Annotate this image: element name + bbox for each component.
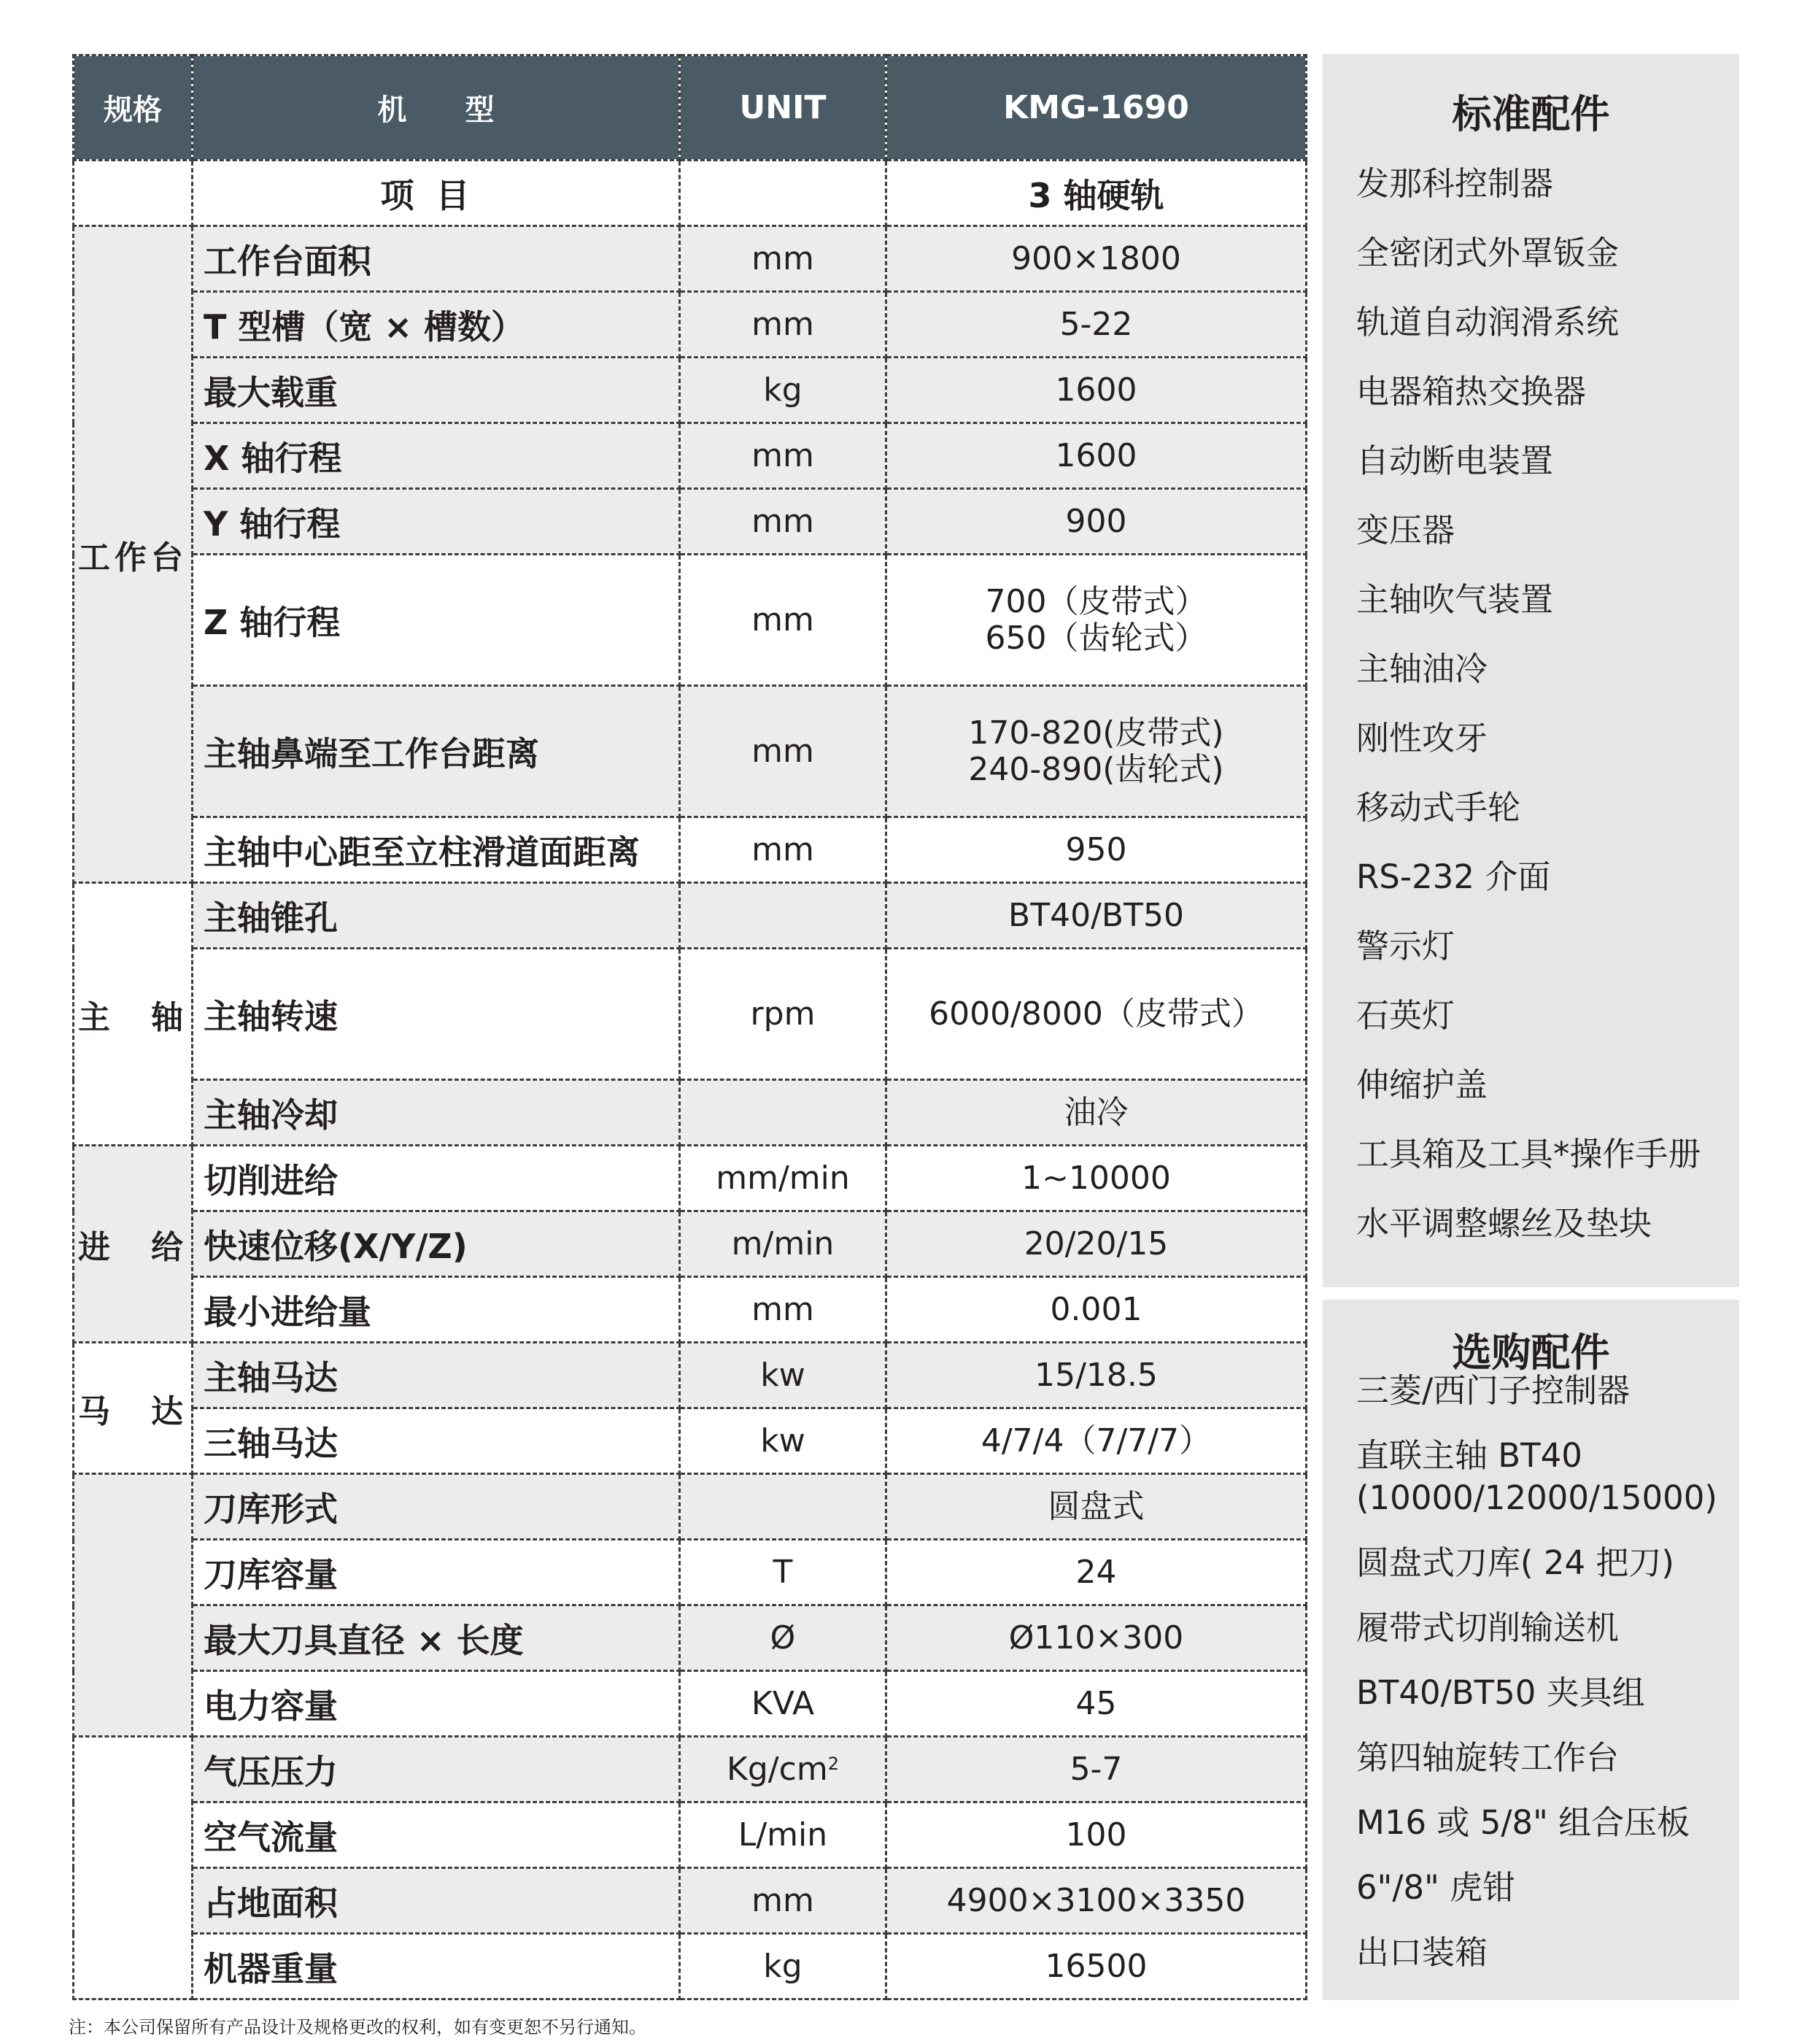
row-unit: T	[680, 1540, 886, 1605]
row-item: Y 轴行程	[193, 489, 680, 555]
table-row	[74, 1408, 1307, 1474]
table-row	[74, 1211, 1307, 1277]
list-item: 水平调整螺丝及垫块	[1356, 1203, 1652, 1243]
row-unit: kw	[680, 1408, 886, 1474]
list-item: 圆盘式刀库( 24 把刀)	[1356, 1543, 1674, 1582]
optional-accessories-panel	[1323, 1300, 1739, 2000]
optional-accessories-title: 选购配件	[1452, 1330, 1610, 1376]
row-unit: kg	[680, 1934, 886, 1999]
list-item: 变压器	[1356, 510, 1455, 549]
row-value: 0.001	[886, 1277, 1307, 1343]
row-item: 主轴冷却	[193, 1080, 680, 1146]
row-value: 6000/8000（皮带式）	[886, 949, 1307, 1080]
row-value: 4900×3100×3350	[886, 1868, 1307, 1934]
table-row	[74, 1277, 1307, 1343]
list-item: 第四轴旋转工作台	[1356, 1738, 1620, 1777]
row-unit: mm	[680, 1868, 886, 1934]
row-unit: mm	[680, 817, 886, 883]
list-item: RS-232 介面	[1356, 857, 1551, 896]
row-value: 950	[886, 817, 1307, 883]
row-unit	[680, 1080, 886, 1146]
table-row	[74, 489, 1307, 555]
row-item: 最大刀具直径 × 长度	[193, 1605, 680, 1671]
table-row	[74, 949, 1307, 1080]
row-value-line2: 650（齿轮式）	[985, 619, 1207, 657]
row-value: 5-22	[886, 292, 1307, 358]
group-blank-1	[74, 1474, 193, 1737]
list-item: (10000/12000/15000)	[1356, 1478, 1717, 1517]
table-row	[74, 1934, 1307, 1999]
list-item: 三菱/西门子控制器	[1356, 1371, 1631, 1410]
row-value	[886, 686, 1307, 817]
list-item: 轨道自动润滑系统	[1356, 302, 1620, 342]
table-row	[74, 1671, 1307, 1737]
row-unit: Ø	[680, 1605, 886, 1671]
table-subheader-row	[74, 161, 1307, 226]
row-unit: mm	[680, 423, 886, 489]
header-model: 机 型	[193, 55, 680, 161]
table-row	[74, 292, 1307, 358]
row-unit: mm/min	[680, 1146, 886, 1211]
row-item: 机器重量	[193, 1934, 680, 1999]
standard-accessories-title: 标准配件	[1452, 91, 1610, 137]
row-item: X 轴行程	[193, 423, 680, 489]
spec-table	[72, 54, 1307, 2000]
table-row	[74, 1802, 1307, 1868]
table-row	[74, 1343, 1307, 1408]
row-value: 1600	[886, 358, 1307, 423]
row-item: 主轴鼻端至工作台距离	[193, 686, 680, 817]
list-item: 履带式切削输送机	[1356, 1608, 1620, 1647]
row-item: 三轴马达	[193, 1408, 680, 1474]
row-value-line1: 170-820(皮带式)	[968, 714, 1224, 752]
row-unit: mm	[680, 686, 886, 817]
subheader-spacer	[74, 161, 193, 226]
standard-accessories-list	[1356, 149, 1739, 1258]
row-unit	[680, 1737, 886, 1802]
standard-accessories-panel	[1323, 54, 1739, 1287]
footnote: 注：本公司保留所有产品设计及规格更改的权利，如有变更恕不另行通知。	[69, 2017, 646, 2037]
row-value-line1: 700（皮带式）	[985, 582, 1207, 620]
row-unit: mm	[680, 292, 886, 358]
group-feed: 进 给	[74, 1146, 193, 1343]
row-value: 100	[886, 1802, 1307, 1868]
table-row	[74, 1146, 1307, 1211]
row-unit-text: Kg/cm	[727, 1751, 828, 1788]
subheader-item: 项目	[193, 161, 680, 226]
list-item: 直联主轴 BT40	[1356, 1436, 1582, 1475]
row-unit: kg	[680, 358, 886, 423]
subheader-unit	[680, 161, 886, 226]
list-item: 刚性攻牙	[1356, 718, 1488, 757]
list-item: 警示灯	[1356, 926, 1455, 965]
row-unit: rpm	[680, 949, 886, 1080]
group-worktable: 工作台	[74, 226, 193, 883]
subheader-value: 3 轴硬轨	[886, 161, 1307, 226]
row-value: 45	[886, 1671, 1307, 1737]
group-blank-2	[74, 1737, 193, 1999]
row-unit: mm	[680, 489, 886, 555]
list-item: 6"/8" 虎钳	[1356, 1868, 1516, 1907]
row-value: Ø110×300	[886, 1605, 1307, 1671]
list-item: 石英灯	[1356, 995, 1455, 1035]
row-unit-superscript: 2	[827, 1754, 839, 1774]
header-unit: UNIT	[680, 55, 886, 161]
table-row	[74, 555, 1307, 686]
table-row	[74, 1605, 1307, 1671]
group-spindle: 主 轴	[74, 883, 193, 1146]
row-item: 刀库容量	[193, 1540, 680, 1605]
row-value-line2: 240-890(齿轮式)	[968, 750, 1224, 788]
table-row	[74, 1080, 1307, 1146]
list-item: 主轴油冷	[1356, 649, 1488, 688]
list-item: 移动式手轮	[1356, 787, 1521, 827]
row-item: 刀库形式	[193, 1474, 680, 1540]
list-item: BT40/BT50 夹具组	[1356, 1673, 1645, 1712]
row-unit: m/min	[680, 1211, 886, 1277]
table-row	[74, 1868, 1307, 1934]
row-value: 油冷	[886, 1080, 1307, 1146]
row-value: 20/20/15	[886, 1211, 1307, 1277]
row-value: 15/18.5	[886, 1343, 1307, 1408]
row-unit: mm	[680, 226, 886, 292]
row-unit: mm	[680, 1277, 886, 1343]
header-product: KMG-1690	[886, 55, 1307, 161]
row-value: 4/7/4（7/7/7）	[886, 1408, 1307, 1474]
list-item: 伸缩护盖	[1356, 1065, 1488, 1104]
header-spec: 规格	[74, 55, 193, 161]
row-unit	[680, 883, 886, 949]
list-item: 电器箱热交换器	[1356, 371, 1587, 411]
row-unit: L/min	[680, 1802, 886, 1868]
row-item: 最小进给量	[193, 1277, 680, 1343]
table-row	[74, 1540, 1307, 1605]
row-value: 圆盘式	[886, 1474, 1307, 1540]
row-item: 气压压力	[193, 1737, 680, 1802]
row-item: T 型槽（宽 × 槽数）	[193, 292, 680, 358]
row-item: 占地面积	[193, 1868, 680, 1934]
table-row	[74, 1474, 1307, 1540]
table-row	[74, 686, 1307, 817]
row-value: 16500	[886, 1934, 1307, 1999]
row-item: 主轴锥孔	[193, 883, 680, 949]
row-item: 主轴马达	[193, 1343, 680, 1408]
row-unit: kw	[680, 1343, 886, 1408]
table-row	[74, 1737, 1307, 1802]
table-row	[74, 817, 1307, 883]
list-item: M16 或 5/8" 组合压板	[1356, 1803, 1690, 1842]
list-item: 出口装箱	[1356, 1933, 1488, 1972]
table-header-row	[74, 55, 1307, 161]
list-item: 发那科控制器	[1356, 163, 1554, 203]
row-item: 最大载重	[193, 358, 680, 423]
row-item: 快速位移(X/Y/Z)	[193, 1211, 680, 1277]
row-value: 24	[886, 1540, 1307, 1605]
row-unit: mm	[680, 555, 886, 686]
row-item: 工作台面积	[193, 226, 680, 292]
list-item: 全密闭式外罩钣金	[1356, 233, 1620, 272]
table-row	[74, 883, 1307, 949]
optional-accessories-list	[1356, 1373, 1739, 1971]
row-value: 1~10000	[886, 1146, 1307, 1211]
row-value: 900×1800	[886, 226, 1307, 292]
row-item: Z 轴行程	[193, 555, 680, 686]
row-value: 5-7	[886, 1737, 1307, 1802]
row-item: 主轴中心距至立柱滑道面距离	[193, 817, 680, 883]
row-item: 切削进给	[193, 1146, 680, 1211]
table-row	[74, 358, 1307, 423]
list-item: 主轴吹气装置	[1356, 579, 1554, 619]
row-unit	[680, 1474, 886, 1540]
list-item: 自动断电装置	[1356, 441, 1554, 480]
group-motor: 马 达	[74, 1343, 193, 1474]
list-item: 工具箱及工具*操作手册	[1356, 1134, 1701, 1173]
row-value: BT40/BT50	[886, 883, 1307, 949]
row-value: 900	[886, 489, 1307, 555]
row-item: 主轴转速	[193, 949, 680, 1080]
row-item: 空气流量	[193, 1802, 680, 1868]
row-unit: KVA	[680, 1671, 886, 1737]
table-row	[74, 423, 1307, 489]
table-row	[74, 226, 1307, 292]
row-value: 1600	[886, 423, 1307, 489]
row-value	[886, 555, 1307, 686]
row-item: 电力容量	[193, 1671, 680, 1737]
